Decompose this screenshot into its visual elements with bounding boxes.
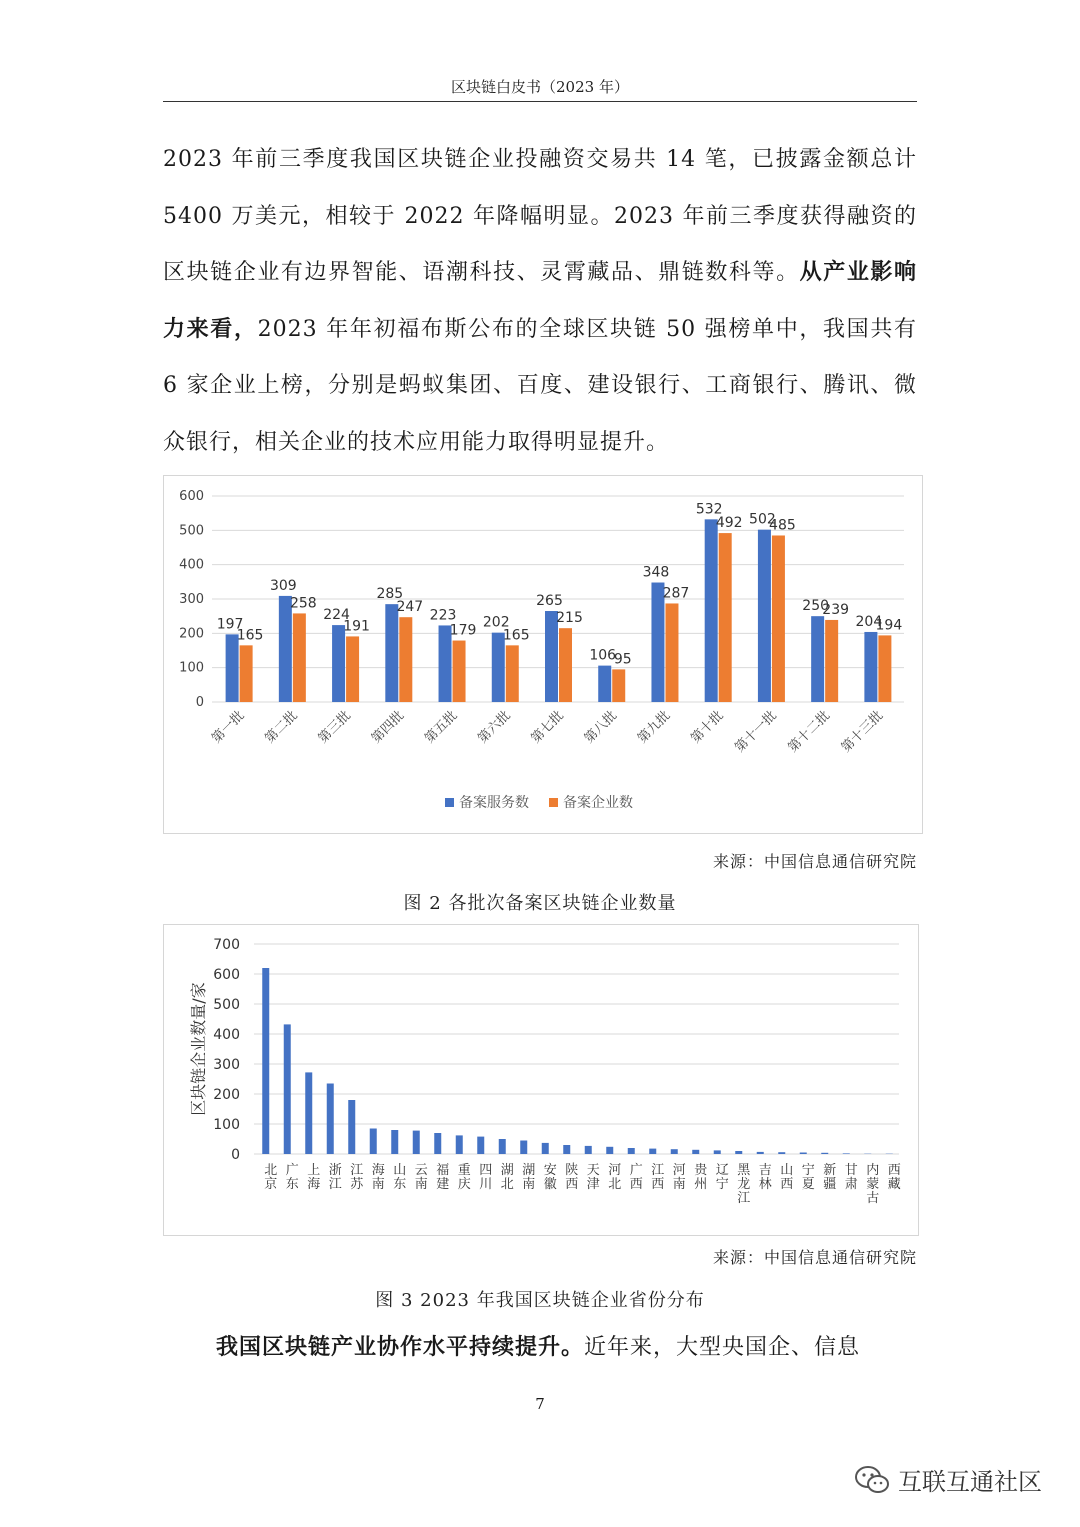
x-tick-label: 福建 xyxy=(436,1163,450,1192)
province-bar-chart xyxy=(164,925,918,1235)
x-tick-label: 山西 xyxy=(780,1163,794,1192)
data-label: 95 xyxy=(613,651,632,668)
document-header: 区块链白皮书（2023 年） xyxy=(451,78,629,96)
legend-swatch xyxy=(445,798,454,807)
x-tick-label: 西藏 xyxy=(887,1163,901,1192)
data-label: 239 xyxy=(822,601,850,618)
bar-province xyxy=(370,1129,377,1155)
figure2-caption: 图 2 各批次备案区块链企业数量 xyxy=(403,893,677,914)
bar-province xyxy=(305,1072,312,1154)
x-tick-label: 浙江 xyxy=(328,1163,342,1192)
data-label: 223 xyxy=(429,607,457,624)
bar-enterprise xyxy=(399,617,412,702)
x-tick-label: 新疆 xyxy=(823,1163,837,1192)
bar-service xyxy=(598,666,611,702)
bar-enterprise xyxy=(665,603,678,702)
data-label: 265 xyxy=(536,593,563,610)
bar-service xyxy=(385,604,398,702)
bar-province xyxy=(391,1130,398,1154)
x-tick-label: 上海 xyxy=(307,1163,321,1192)
bar-service xyxy=(332,625,345,702)
x-tick-label: 第四批 xyxy=(368,708,408,747)
paragraph-text: 近年来，大型央国企、信息 xyxy=(584,1335,861,1360)
bar-province xyxy=(327,1084,334,1155)
bar-province xyxy=(778,1152,785,1154)
data-label: 285 xyxy=(376,586,404,603)
bar-province xyxy=(757,1152,764,1154)
bar-province xyxy=(563,1145,570,1154)
bar-province xyxy=(262,968,269,1154)
bar-province xyxy=(499,1139,506,1154)
y-tick-label: 600 xyxy=(213,967,240,983)
x-tick-label: 第八批 xyxy=(581,708,621,747)
bar-province xyxy=(477,1137,484,1154)
bar-service xyxy=(758,530,771,702)
data-label: 287 xyxy=(662,585,690,602)
data-label: 204 xyxy=(855,613,883,630)
data-label: 194 xyxy=(875,617,903,634)
bar-enterprise xyxy=(293,613,306,702)
y-axis-label: 区块链企业数量/家 xyxy=(189,982,208,1116)
bar-service xyxy=(705,519,718,702)
y-tick-label: 500 xyxy=(179,523,204,539)
data-label: 215 xyxy=(556,610,583,627)
bar-service xyxy=(811,616,824,702)
bar-service xyxy=(279,596,292,702)
page-number: 7 xyxy=(535,1395,545,1413)
x-tick-label: 江苏 xyxy=(350,1163,364,1192)
x-tick-label: 北京 xyxy=(264,1163,278,1192)
x-tick-label: 黑龙江 xyxy=(737,1163,751,1206)
data-label: 179 xyxy=(449,622,477,639)
y-tick-label: 300 xyxy=(213,1057,240,1073)
x-tick-label: 贵州 xyxy=(694,1163,708,1192)
data-label: 532 xyxy=(695,501,723,518)
legend-swatch xyxy=(549,798,558,807)
y-tick-label: 600 xyxy=(179,489,204,504)
x-tick-label: 海南 xyxy=(371,1163,385,1192)
x-tick-label: 广东 xyxy=(285,1163,299,1192)
x-tick-label: 山东 xyxy=(393,1163,407,1192)
x-tick-label: 第三批 xyxy=(315,708,354,747)
paragraph-collaboration xyxy=(216,1320,917,1377)
bar-service xyxy=(226,634,239,702)
x-tick-label: 天津 xyxy=(586,1163,600,1192)
bar-province xyxy=(434,1133,441,1154)
bar-province xyxy=(800,1153,807,1155)
bar-enterprise xyxy=(346,636,359,702)
data-label: 258 xyxy=(289,595,317,612)
x-tick-label: 第九批 xyxy=(635,708,674,747)
bar-province xyxy=(606,1147,613,1154)
batch-bar-chart xyxy=(164,476,922,833)
y-tick-label: 0 xyxy=(231,1147,240,1163)
x-tick-label: 辽宁 xyxy=(715,1163,729,1192)
x-tick-label: 第十一批 xyxy=(732,708,780,756)
bar-enterprise xyxy=(506,645,519,702)
data-label: 348 xyxy=(642,564,670,581)
bar-enterprise xyxy=(612,669,625,702)
data-label: 224 xyxy=(323,607,350,624)
bar-province xyxy=(456,1135,463,1154)
bar-province xyxy=(821,1153,828,1154)
bar-province xyxy=(520,1141,527,1155)
bar-enterprise xyxy=(453,641,466,702)
x-tick-label: 甘肃 xyxy=(844,1163,858,1192)
y-tick-label: 100 xyxy=(179,660,204,676)
y-tick-label: 300 xyxy=(179,592,204,607)
y-tick-label: 500 xyxy=(213,997,240,1013)
paragraph-bold-lead: 我国区块链产业协作水平持续提升。 xyxy=(216,1335,585,1360)
data-label: 197 xyxy=(216,616,244,633)
x-tick-label: 第一批 xyxy=(209,708,248,747)
data-label: 191 xyxy=(343,618,370,635)
wechat-watermark xyxy=(854,1462,1042,1497)
data-label: 502 xyxy=(749,511,776,528)
x-tick-label: 重庆 xyxy=(457,1163,471,1192)
figure2-source: 来源：中国信息通信研究院 xyxy=(712,852,917,871)
x-tick-label: 第十批 xyxy=(688,708,727,747)
bar-province xyxy=(735,1151,742,1154)
legend-label: 备案服务数 xyxy=(459,795,529,811)
data-label: 309 xyxy=(269,577,297,594)
bar-enterprise xyxy=(559,628,572,702)
figure3-source: 来源：中国信息通信研究院 xyxy=(712,1248,917,1267)
legend-label: 备案企业数 xyxy=(563,795,633,811)
y-tick-label: 400 xyxy=(213,1027,240,1043)
header-rule xyxy=(163,101,917,102)
bar-enterprise xyxy=(719,533,732,702)
bar-service xyxy=(864,632,877,702)
data-label: 202 xyxy=(482,614,510,631)
x-tick-label: 陕西 xyxy=(565,1163,579,1192)
wechat-icon xyxy=(854,1465,890,1495)
bar-province xyxy=(714,1150,721,1154)
paragraph-financing xyxy=(163,132,917,472)
data-label: 247 xyxy=(396,599,424,616)
data-label: 165 xyxy=(236,627,264,644)
x-tick-label: 第六批 xyxy=(475,708,514,747)
x-tick-label: 安徽 xyxy=(543,1163,557,1192)
paragraph-text: 2023 年年初福布斯公布的全球区块链 50 强榜单中，我国共有 6 家企业上榜，分别是蚂蚁集团、百度、建设银行、工商银行、腾讯、微众银行，相关企业的技术应用能力取得明显提升。 xyxy=(163,316,917,455)
bar-enterprise xyxy=(825,620,838,702)
y-tick-label: 400 xyxy=(179,557,204,573)
bar-enterprise xyxy=(240,645,253,702)
bar-province xyxy=(628,1148,635,1154)
bar-province xyxy=(585,1146,592,1154)
bar-province xyxy=(348,1100,355,1154)
bar-enterprise xyxy=(878,635,891,702)
data-label: 250 xyxy=(802,598,830,615)
data-label: 165 xyxy=(502,627,530,644)
bar-province xyxy=(413,1131,420,1154)
figure3-caption: 图 3 2023 年我国区块链企业省份分布 xyxy=(375,1290,705,1311)
x-tick-label: 内蒙古 xyxy=(866,1163,880,1206)
paragraph-text: 2023 年前三季度我国区块链企业投融资交易共 14 笔，已披露金额总计 5400 万美元，相较于 2022 年降幅明显。2023 年前三季度获得融资的区块链企业有边界智能、语潮科技、灵霄藏品、鼎链数科等。 xyxy=(163,147,917,286)
y-tick-label: 200 xyxy=(179,626,204,642)
x-tick-label: 河北 xyxy=(608,1163,622,1192)
y-tick-label: 0 xyxy=(195,695,204,710)
bar-province xyxy=(649,1149,656,1154)
x-tick-label: 云南 xyxy=(414,1163,428,1192)
x-tick-label: 四川 xyxy=(479,1163,493,1192)
data-label: 485 xyxy=(769,517,796,534)
x-tick-label: 江西 xyxy=(651,1163,665,1192)
bar-province xyxy=(542,1143,549,1154)
bar-province xyxy=(284,1024,291,1154)
bar-province xyxy=(671,1149,678,1154)
bar-province xyxy=(692,1150,699,1154)
x-tick-label: 河南 xyxy=(672,1163,686,1192)
y-tick-label: 200 xyxy=(213,1087,240,1103)
wechat-account-name: 互联互通社区 xyxy=(898,1468,1042,1496)
y-tick-label: 700 xyxy=(213,937,240,953)
x-tick-label: 第十二批 xyxy=(785,708,833,756)
bar-province xyxy=(843,1153,850,1154)
x-tick-label: 第七批 xyxy=(528,708,567,747)
x-tick-label: 第十三批 xyxy=(838,708,887,756)
figure3-chart xyxy=(163,924,919,1236)
x-tick-label: 广西 xyxy=(629,1163,643,1192)
data-label: 492 xyxy=(715,515,743,532)
x-tick-label: 吉林 xyxy=(758,1163,772,1192)
figure2-chart xyxy=(163,475,923,834)
x-tick-label: 第二批 xyxy=(262,708,301,747)
bar-enterprise xyxy=(772,535,785,702)
x-tick-label: 湖南 xyxy=(522,1163,536,1192)
x-tick-label: 湖北 xyxy=(500,1163,514,1192)
y-tick-label: 100 xyxy=(213,1117,240,1133)
x-tick-label: 第五批 xyxy=(422,708,461,747)
paragraph-bold-lead: 从产业影响力来看， xyxy=(163,260,917,342)
data-label: 106 xyxy=(589,647,617,664)
x-tick-label: 宁夏 xyxy=(801,1163,815,1192)
